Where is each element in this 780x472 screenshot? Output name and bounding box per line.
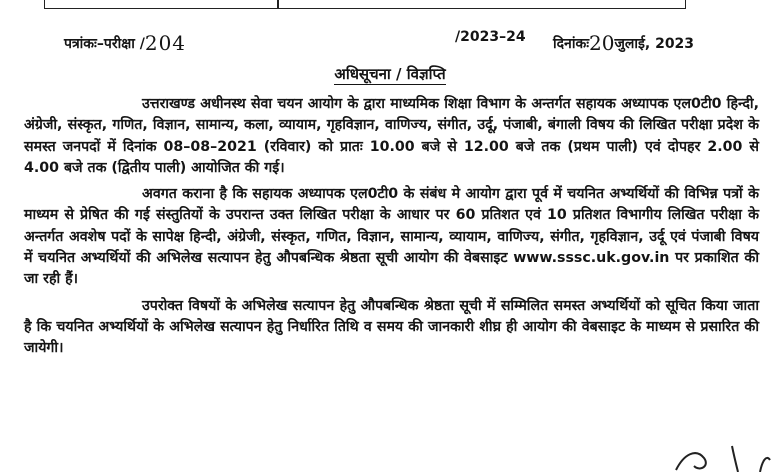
date-rest: जुलाई, 2023 [614, 36, 695, 52]
paragraph-verification: उपरोक्त विषयों के अभिलेख सत्यापन हेतु औपबन्धिक श्रेष्ठता सूची में सम्मिलित समस्त अभ्यर्थियों को सूचित किया जाता है कि चयनित अभ्यर्थियों के अभिलेख सत्यापन हेतु निर्धारित तिथि व समय की जानकारी शीघ्र ही आयोग की वेबसाइट के माध्यम से प्रसारित की जायेगी। [24, 297, 759, 357]
notice-body [24, 94, 759, 365]
paragraph-merit-list: अवगत कराना है कि सहायक अध्यापक एल0टी0 के संबंध मे आयोग द्वारा पूर्व में चयनित अभ्यर्थियों की विभिन्न पत्रों के माध्यम से प्रेषित की गई संस्तुतियों के उपरान्त उक्त लिखित परीक्षा के आधार पर 60 प्रतिशत एवं 10 प्रतिशत विभागीय लिखित परीक्षा के अन्तर्गत अवशेष पदों के सापेक्ष हिन्दी, अंग्रेजी, संस्कृत, गणित, विज्ञान, सामान्य, व्यायाम, वाणिज्य, संगीत, गृहविज्ञान, उर्दू एवं पंजाबी विषय में चयनित अभ्यर्थियों की अभिलेख सत्यापन हेतु औपबन्धिक श्रेष्ठता सूची आयोग की वेबसाइट www.sssc.uk.gov.in पर प्रकाशित की जा रही हैं। [24, 186, 759, 288]
notice-title: अधिसूचना / विज्ञप्ति [334, 65, 446, 83]
header-table-border [44, 0, 686, 9]
signature-mark [670, 432, 780, 472]
reference-number [64, 29, 186, 53]
date-label: दिनांकः [553, 36, 590, 52]
paragraph-exam-details: उत्तराखण्ड अधीनस्थ सेवा चयन आयोग के द्वारा माध्यमिक शिक्षा विभाग के अन्तर्गत सहायक अध्यापक एल0टी0 हिन्दी, अंग्रेजी, संस्कृत, गणित, विज्ञान, सामान्य, कला, व्यायाम, गृहविज्ञान, वाणिज्य, संगीत, उर्दू, पंजाबी, बंगाली विषय की लिखित परीक्षा प्रदेश के समस्त जनपदों में दिनांक 08–08–2021 (रविवार) को प्रातः 10.00 बजे से 12.00 बजे तक (प्रथम पाली) एवं दोपहर 2.00 से 4.00 बजे तक (द्वितीय पाली) आयोजित की गई। [24, 96, 759, 176]
date [553, 29, 694, 53]
ref-number-handwritten: 204 [144, 31, 187, 55]
date-day-handwritten: 20 [589, 31, 615, 55]
header-table-divider [277, 0, 279, 8]
reference-line [0, 26, 780, 55]
ref-year: /2023–24 [455, 29, 526, 45]
ref-prefix: पत्रांकः–परीक्षा / [64, 36, 145, 52]
